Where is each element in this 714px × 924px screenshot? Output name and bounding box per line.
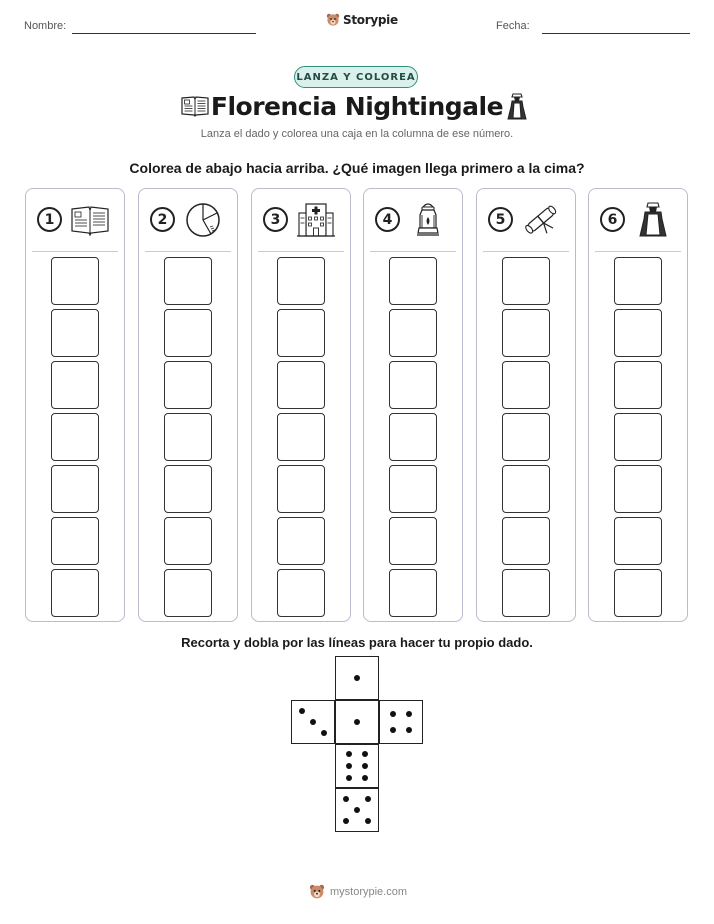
die-face [379, 700, 423, 744]
cut-instruction: Recorta y dobla por las líneas para hacer tu propio dado. [181, 635, 533, 650]
die-pip [390, 711, 396, 717]
coloring-box[interactable] [164, 569, 212, 617]
coloring-box[interactable] [51, 309, 99, 357]
coloring-box[interactable] [277, 465, 325, 513]
die-pip [354, 807, 360, 813]
coloring-box[interactable] [277, 413, 325, 461]
coloring-box[interactable] [502, 413, 550, 461]
die-pip [362, 775, 368, 781]
column-header [139, 199, 237, 243]
die-pip [365, 818, 371, 824]
coloring-box[interactable] [389, 465, 437, 513]
pie-chart-icon [183, 201, 223, 239]
coloring-box[interactable] [51, 361, 99, 409]
die-pip [343, 796, 349, 802]
coloring-box[interactable] [614, 569, 662, 617]
coloring-box[interactable] [51, 517, 99, 565]
die-pip [406, 727, 412, 733]
column-header [589, 199, 687, 243]
die-pip [365, 796, 371, 802]
coloring-box[interactable] [502, 361, 550, 409]
coloring-box[interactable] [51, 465, 99, 513]
coloring-box[interactable] [277, 361, 325, 409]
coloring-box[interactable] [614, 465, 662, 513]
coloring-box[interactable] [389, 413, 437, 461]
die-pip [362, 751, 368, 757]
book-icon [70, 201, 110, 239]
die-pip [343, 818, 349, 824]
die-face [335, 700, 379, 744]
column-1 [25, 188, 125, 622]
coloring-box[interactable] [614, 413, 662, 461]
coloring-box[interactable] [389, 257, 437, 305]
column-number: 6 [600, 207, 625, 232]
diploma-scroll-icon [521, 201, 561, 239]
page-title: Florencia Nightingale [210, 92, 504, 121]
column-divider [370, 251, 456, 252]
coloring-box[interactable] [164, 465, 212, 513]
die-face [335, 744, 379, 788]
coloring-box[interactable] [51, 257, 99, 305]
brand-name: Storypie [343, 13, 398, 27]
coloring-box[interactable] [164, 257, 212, 305]
coloring-box[interactable] [277, 569, 325, 617]
coloring-instruction: Colorea de abajo hacia arriba. ¿Qué imagen llega primero a la cima? [129, 160, 585, 176]
activity-badge: LANZA Y COLOREA [294, 66, 418, 88]
coloring-box[interactable] [277, 309, 325, 357]
column-divider [595, 251, 681, 252]
die-pip [310, 719, 316, 725]
column-number: 3 [263, 207, 288, 232]
date-field[interactable] [542, 33, 690, 34]
coloring-box[interactable] [277, 257, 325, 305]
coloring-box[interactable] [164, 413, 212, 461]
die-pip [354, 719, 360, 725]
coloring-box[interactable] [51, 413, 99, 461]
coloring-box[interactable] [51, 569, 99, 617]
brand-logo [326, 13, 398, 27]
coloring-box[interactable] [614, 361, 662, 409]
column-5 [476, 188, 576, 622]
footer [309, 884, 407, 900]
coloring-box[interactable] [389, 361, 437, 409]
bear-mascot-icon [309, 884, 325, 900]
die-face [291, 700, 335, 744]
coloring-box[interactable] [164, 309, 212, 357]
coloring-box[interactable] [389, 309, 437, 357]
name-field[interactable] [72, 33, 256, 34]
column-number: 2 [150, 207, 175, 232]
coloring-box[interactable] [164, 361, 212, 409]
subtitle: Lanza el dado y colorea una caja en la columna de ese número. [200, 128, 514, 140]
coloring-box[interactable] [277, 517, 325, 565]
die-pip [354, 675, 360, 681]
coloring-box[interactable] [502, 257, 550, 305]
die-pip [390, 727, 396, 733]
coloring-box[interactable] [389, 569, 437, 617]
bear-mascot-icon [326, 13, 340, 27]
column-2 [138, 188, 238, 622]
coloring-box[interactable] [502, 569, 550, 617]
die-pip [362, 763, 368, 769]
date-label: Fecha: [496, 20, 530, 32]
column-divider [32, 251, 118, 252]
die-pip [299, 708, 305, 714]
nurse-uniform-icon [506, 93, 528, 121]
die-pip [406, 711, 412, 717]
column-number: 5 [488, 207, 513, 232]
column-divider [258, 251, 344, 252]
coloring-box[interactable] [389, 517, 437, 565]
column-header [252, 199, 350, 243]
column-number: 1 [37, 207, 62, 232]
column-header [364, 199, 462, 243]
footer-url: mystorypie.com [330, 886, 408, 898]
coloring-box[interactable] [614, 309, 662, 357]
column-3 [251, 188, 351, 622]
hospital-icon [296, 201, 336, 239]
coloring-box[interactable] [502, 517, 550, 565]
lantern-icon [408, 201, 448, 239]
die-face [335, 788, 379, 832]
coloring-box[interactable] [502, 465, 550, 513]
die-pip [346, 751, 352, 757]
column-number: 4 [375, 207, 400, 232]
column-header [477, 199, 575, 243]
name-label: Nombre: [24, 20, 67, 32]
coloring-box[interactable] [164, 517, 212, 565]
die-pip [321, 730, 327, 736]
column-divider [145, 251, 231, 252]
die-face [335, 656, 379, 700]
coloring-box[interactable] [614, 517, 662, 565]
column-divider [483, 251, 569, 252]
column-header [26, 199, 124, 243]
column-4 [363, 188, 463, 622]
column-6 [588, 188, 688, 622]
coloring-box[interactable] [502, 309, 550, 357]
die-pip [346, 763, 352, 769]
nurse-uniform-icon [633, 201, 673, 239]
die-pip [346, 775, 352, 781]
coloring-box[interactable] [614, 257, 662, 305]
